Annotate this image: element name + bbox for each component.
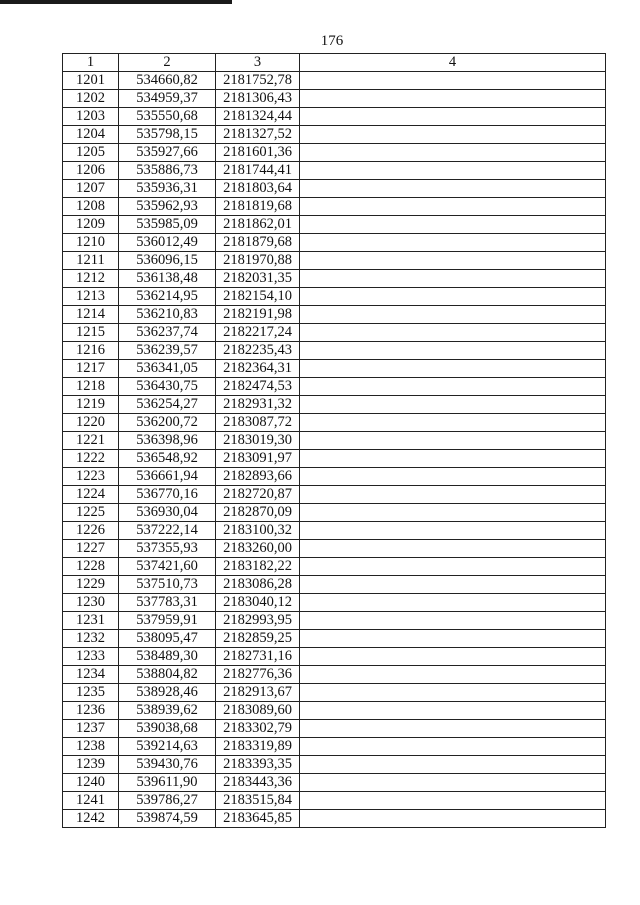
description-cell <box>300 306 606 324</box>
description-cell <box>300 810 606 828</box>
point-number-cell: 1234 <box>63 666 119 684</box>
y-coordinate-cell: 2181819,68 <box>216 198 300 216</box>
point-number-cell: 1223 <box>63 468 119 486</box>
page-number: 176 <box>320 33 344 49</box>
table-row <box>63 90 606 108</box>
table-row <box>63 450 606 468</box>
point-number-cell: 1232 <box>63 630 119 648</box>
description-cell <box>300 792 606 810</box>
point-number-cell: 1206 <box>63 162 119 180</box>
coordinates-table <box>62 53 606 828</box>
column-header-1: 1 <box>63 54 119 72</box>
table-row <box>63 252 606 270</box>
description-cell <box>300 360 606 378</box>
point-number-cell: 1228 <box>63 558 119 576</box>
point-number-cell: 1204 <box>63 126 119 144</box>
y-coordinate-cell: 2183393,35 <box>216 756 300 774</box>
y-coordinate-cell: 2183515,84 <box>216 792 300 810</box>
point-number-cell: 1230 <box>63 594 119 612</box>
point-number-cell: 1240 <box>63 774 119 792</box>
x-coordinate-cell: 536548,92 <box>119 450 216 468</box>
description-cell <box>300 432 606 450</box>
description-cell <box>300 396 606 414</box>
description-cell <box>300 270 606 288</box>
y-coordinate-cell: 2181324,44 <box>216 108 300 126</box>
description-cell <box>300 90 606 108</box>
table-row <box>63 486 606 504</box>
description-cell <box>300 702 606 720</box>
point-number-cell: 1226 <box>63 522 119 540</box>
point-number-cell: 1239 <box>63 756 119 774</box>
description-cell <box>300 684 606 702</box>
description-cell <box>300 180 606 198</box>
description-cell <box>300 288 606 306</box>
description-cell <box>300 252 606 270</box>
x-coordinate-cell: 535927,66 <box>119 144 216 162</box>
point-number-cell: 1215 <box>63 324 119 342</box>
y-coordinate-cell: 2181752,78 <box>216 72 300 90</box>
table-row <box>63 306 606 324</box>
x-coordinate-cell: 535985,09 <box>119 216 216 234</box>
y-coordinate-cell: 2182474,53 <box>216 378 300 396</box>
x-coordinate-cell: 536661,94 <box>119 468 216 486</box>
table-row <box>63 756 606 774</box>
point-number-cell: 1208 <box>63 198 119 216</box>
y-coordinate-cell: 2182931,32 <box>216 396 300 414</box>
point-number-cell: 1205 <box>63 144 119 162</box>
table-row <box>63 576 606 594</box>
y-coordinate-cell: 2183443,36 <box>216 774 300 792</box>
point-number-cell: 1216 <box>63 342 119 360</box>
description-cell <box>300 72 606 90</box>
column-header-2: 2 <box>119 54 216 72</box>
table-row <box>63 324 606 342</box>
y-coordinate-cell: 2182913,67 <box>216 684 300 702</box>
y-coordinate-cell: 2183091,97 <box>216 450 300 468</box>
description-cell <box>300 720 606 738</box>
table-row <box>63 558 606 576</box>
x-coordinate-cell: 538928,46 <box>119 684 216 702</box>
description-cell <box>300 504 606 522</box>
description-cell <box>300 756 606 774</box>
table-row <box>63 504 606 522</box>
table-row <box>63 162 606 180</box>
table-row <box>63 612 606 630</box>
description-cell <box>300 198 606 216</box>
table-row <box>63 468 606 486</box>
y-coordinate-cell: 2183086,28 <box>216 576 300 594</box>
x-coordinate-cell: 539786,27 <box>119 792 216 810</box>
x-coordinate-cell: 536239,57 <box>119 342 216 360</box>
table-row <box>63 126 606 144</box>
x-coordinate-cell: 536430,75 <box>119 378 216 396</box>
x-coordinate-cell: 539038,68 <box>119 720 216 738</box>
table-row <box>63 630 606 648</box>
point-number-cell: 1237 <box>63 720 119 738</box>
y-coordinate-cell: 2182217,24 <box>216 324 300 342</box>
x-coordinate-cell: 537222,14 <box>119 522 216 540</box>
column-header-3: 3 <box>216 54 300 72</box>
y-coordinate-cell: 2181744,41 <box>216 162 300 180</box>
description-cell <box>300 144 606 162</box>
description-cell <box>300 738 606 756</box>
x-coordinate-cell: 538095,47 <box>119 630 216 648</box>
point-number-cell: 1202 <box>63 90 119 108</box>
x-coordinate-cell: 539430,76 <box>119 756 216 774</box>
table-row <box>63 144 606 162</box>
point-number-cell: 1238 <box>63 738 119 756</box>
y-coordinate-cell: 2182893,66 <box>216 468 300 486</box>
table-row <box>63 72 606 90</box>
point-number-cell: 1221 <box>63 432 119 450</box>
x-coordinate-cell: 536930,04 <box>119 504 216 522</box>
x-coordinate-cell: 537510,73 <box>119 576 216 594</box>
y-coordinate-cell: 2182154,10 <box>216 288 300 306</box>
column-header-4: 4 <box>300 54 606 72</box>
y-coordinate-cell: 2182364,31 <box>216 360 300 378</box>
x-coordinate-cell: 538489,30 <box>119 648 216 666</box>
description-cell <box>300 108 606 126</box>
y-coordinate-cell: 2182720,87 <box>216 486 300 504</box>
x-coordinate-cell: 537421,60 <box>119 558 216 576</box>
table-row <box>63 720 606 738</box>
y-coordinate-cell: 2182031,35 <box>216 270 300 288</box>
y-coordinate-cell: 2183087,72 <box>216 414 300 432</box>
y-coordinate-cell: 2183182,22 <box>216 558 300 576</box>
x-coordinate-cell: 538804,82 <box>119 666 216 684</box>
y-coordinate-cell: 2182870,09 <box>216 504 300 522</box>
table-row <box>63 702 606 720</box>
x-coordinate-cell: 534959,37 <box>119 90 216 108</box>
description-cell <box>300 216 606 234</box>
point-number-cell: 1229 <box>63 576 119 594</box>
point-number-cell: 1212 <box>63 270 119 288</box>
table-row <box>63 234 606 252</box>
description-cell <box>300 774 606 792</box>
table-row <box>63 774 606 792</box>
table-row <box>63 594 606 612</box>
table-row <box>63 288 606 306</box>
point-number-cell: 1222 <box>63 450 119 468</box>
table-row <box>63 378 606 396</box>
point-number-cell: 1213 <box>63 288 119 306</box>
y-coordinate-cell: 2181306,43 <box>216 90 300 108</box>
table-row <box>63 432 606 450</box>
y-coordinate-cell: 2183040,12 <box>216 594 300 612</box>
description-cell <box>300 414 606 432</box>
y-coordinate-cell: 2182859,25 <box>216 630 300 648</box>
point-number-cell: 1233 <box>63 648 119 666</box>
table-row <box>63 342 606 360</box>
table-row <box>63 108 606 126</box>
y-coordinate-cell: 2183260,00 <box>216 540 300 558</box>
table-row <box>63 810 606 828</box>
point-number-cell: 1210 <box>63 234 119 252</box>
y-coordinate-cell: 2182993,95 <box>216 612 300 630</box>
point-number-cell: 1220 <box>63 414 119 432</box>
description-cell <box>300 594 606 612</box>
x-coordinate-cell: 536210,83 <box>119 306 216 324</box>
description-cell <box>300 126 606 144</box>
point-number-cell: 1207 <box>63 180 119 198</box>
top-rule <box>0 0 232 4</box>
x-coordinate-cell: 537355,93 <box>119 540 216 558</box>
x-coordinate-cell: 536398,96 <box>119 432 216 450</box>
table-row <box>63 648 606 666</box>
point-number-cell: 1201 <box>63 72 119 90</box>
table-row <box>63 666 606 684</box>
x-coordinate-cell: 535886,73 <box>119 162 216 180</box>
x-coordinate-cell: 538939,62 <box>119 702 216 720</box>
description-cell <box>300 324 606 342</box>
table-row <box>63 360 606 378</box>
table-row <box>63 414 606 432</box>
header-row <box>63 54 606 72</box>
description-cell <box>300 486 606 504</box>
description-cell <box>300 162 606 180</box>
point-number-cell: 1235 <box>63 684 119 702</box>
table-row <box>63 216 606 234</box>
point-number-cell: 1214 <box>63 306 119 324</box>
x-coordinate-cell: 535798,15 <box>119 126 216 144</box>
x-coordinate-cell: 536012,49 <box>119 234 216 252</box>
x-coordinate-cell: 536341,05 <box>119 360 216 378</box>
y-coordinate-cell: 2183019,30 <box>216 432 300 450</box>
x-coordinate-cell: 534660,82 <box>119 72 216 90</box>
description-cell <box>300 648 606 666</box>
y-coordinate-cell: 2181327,52 <box>216 126 300 144</box>
point-number-cell: 1241 <box>63 792 119 810</box>
point-number-cell: 1231 <box>63 612 119 630</box>
point-number-cell: 1219 <box>63 396 119 414</box>
table-row <box>63 540 606 558</box>
y-coordinate-cell: 2181970,88 <box>216 252 300 270</box>
x-coordinate-cell: 536138,48 <box>119 270 216 288</box>
point-number-cell: 1217 <box>63 360 119 378</box>
x-coordinate-cell: 536200,72 <box>119 414 216 432</box>
point-number-cell: 1236 <box>63 702 119 720</box>
y-coordinate-cell: 2182191,98 <box>216 306 300 324</box>
point-number-cell: 1225 <box>63 504 119 522</box>
table-row <box>63 180 606 198</box>
description-cell <box>300 612 606 630</box>
y-coordinate-cell: 2183319,89 <box>216 738 300 756</box>
point-number-cell: 1242 <box>63 810 119 828</box>
y-coordinate-cell: 2182776,36 <box>216 666 300 684</box>
x-coordinate-cell: 536096,15 <box>119 252 216 270</box>
x-coordinate-cell: 535936,31 <box>119 180 216 198</box>
x-coordinate-cell: 539214,63 <box>119 738 216 756</box>
y-coordinate-cell: 2183645,85 <box>216 810 300 828</box>
y-coordinate-cell: 2182235,43 <box>216 342 300 360</box>
y-coordinate-cell: 2183302,79 <box>216 720 300 738</box>
description-cell <box>300 468 606 486</box>
description-cell <box>300 576 606 594</box>
point-number-cell: 1224 <box>63 486 119 504</box>
point-number-cell: 1211 <box>63 252 119 270</box>
y-coordinate-cell: 2183089,60 <box>216 702 300 720</box>
description-cell <box>300 666 606 684</box>
x-coordinate-cell: 537783,31 <box>119 594 216 612</box>
x-coordinate-cell: 535962,93 <box>119 198 216 216</box>
y-coordinate-cell: 2181879,68 <box>216 234 300 252</box>
description-cell <box>300 630 606 648</box>
description-cell <box>300 342 606 360</box>
y-coordinate-cell: 2183100,32 <box>216 522 300 540</box>
x-coordinate-cell: 536770,16 <box>119 486 216 504</box>
table-row <box>63 198 606 216</box>
table-header <box>63 54 606 72</box>
table-row <box>63 738 606 756</box>
description-cell <box>300 522 606 540</box>
y-coordinate-cell: 2181803,64 <box>216 180 300 198</box>
x-coordinate-cell: 536214,95 <box>119 288 216 306</box>
description-cell <box>300 558 606 576</box>
table-row <box>63 684 606 702</box>
table-row <box>63 792 606 810</box>
x-coordinate-cell: 535550,68 <box>119 108 216 126</box>
x-coordinate-cell: 536237,74 <box>119 324 216 342</box>
y-coordinate-cell: 2181601,36 <box>216 144 300 162</box>
x-coordinate-cell: 539874,59 <box>119 810 216 828</box>
description-cell <box>300 450 606 468</box>
point-number-cell: 1227 <box>63 540 119 558</box>
x-coordinate-cell: 539611,90 <box>119 774 216 792</box>
x-coordinate-cell: 536254,27 <box>119 396 216 414</box>
point-number-cell: 1209 <box>63 216 119 234</box>
table-row <box>63 522 606 540</box>
y-coordinate-cell: 2181862,01 <box>216 216 300 234</box>
description-cell <box>300 234 606 252</box>
table-body <box>63 72 606 828</box>
point-number-cell: 1203 <box>63 108 119 126</box>
table-row <box>63 270 606 288</box>
description-cell <box>300 378 606 396</box>
y-coordinate-cell: 2182731,16 <box>216 648 300 666</box>
point-number-cell: 1218 <box>63 378 119 396</box>
table-row <box>63 396 606 414</box>
description-cell <box>300 540 606 558</box>
x-coordinate-cell: 537959,91 <box>119 612 216 630</box>
